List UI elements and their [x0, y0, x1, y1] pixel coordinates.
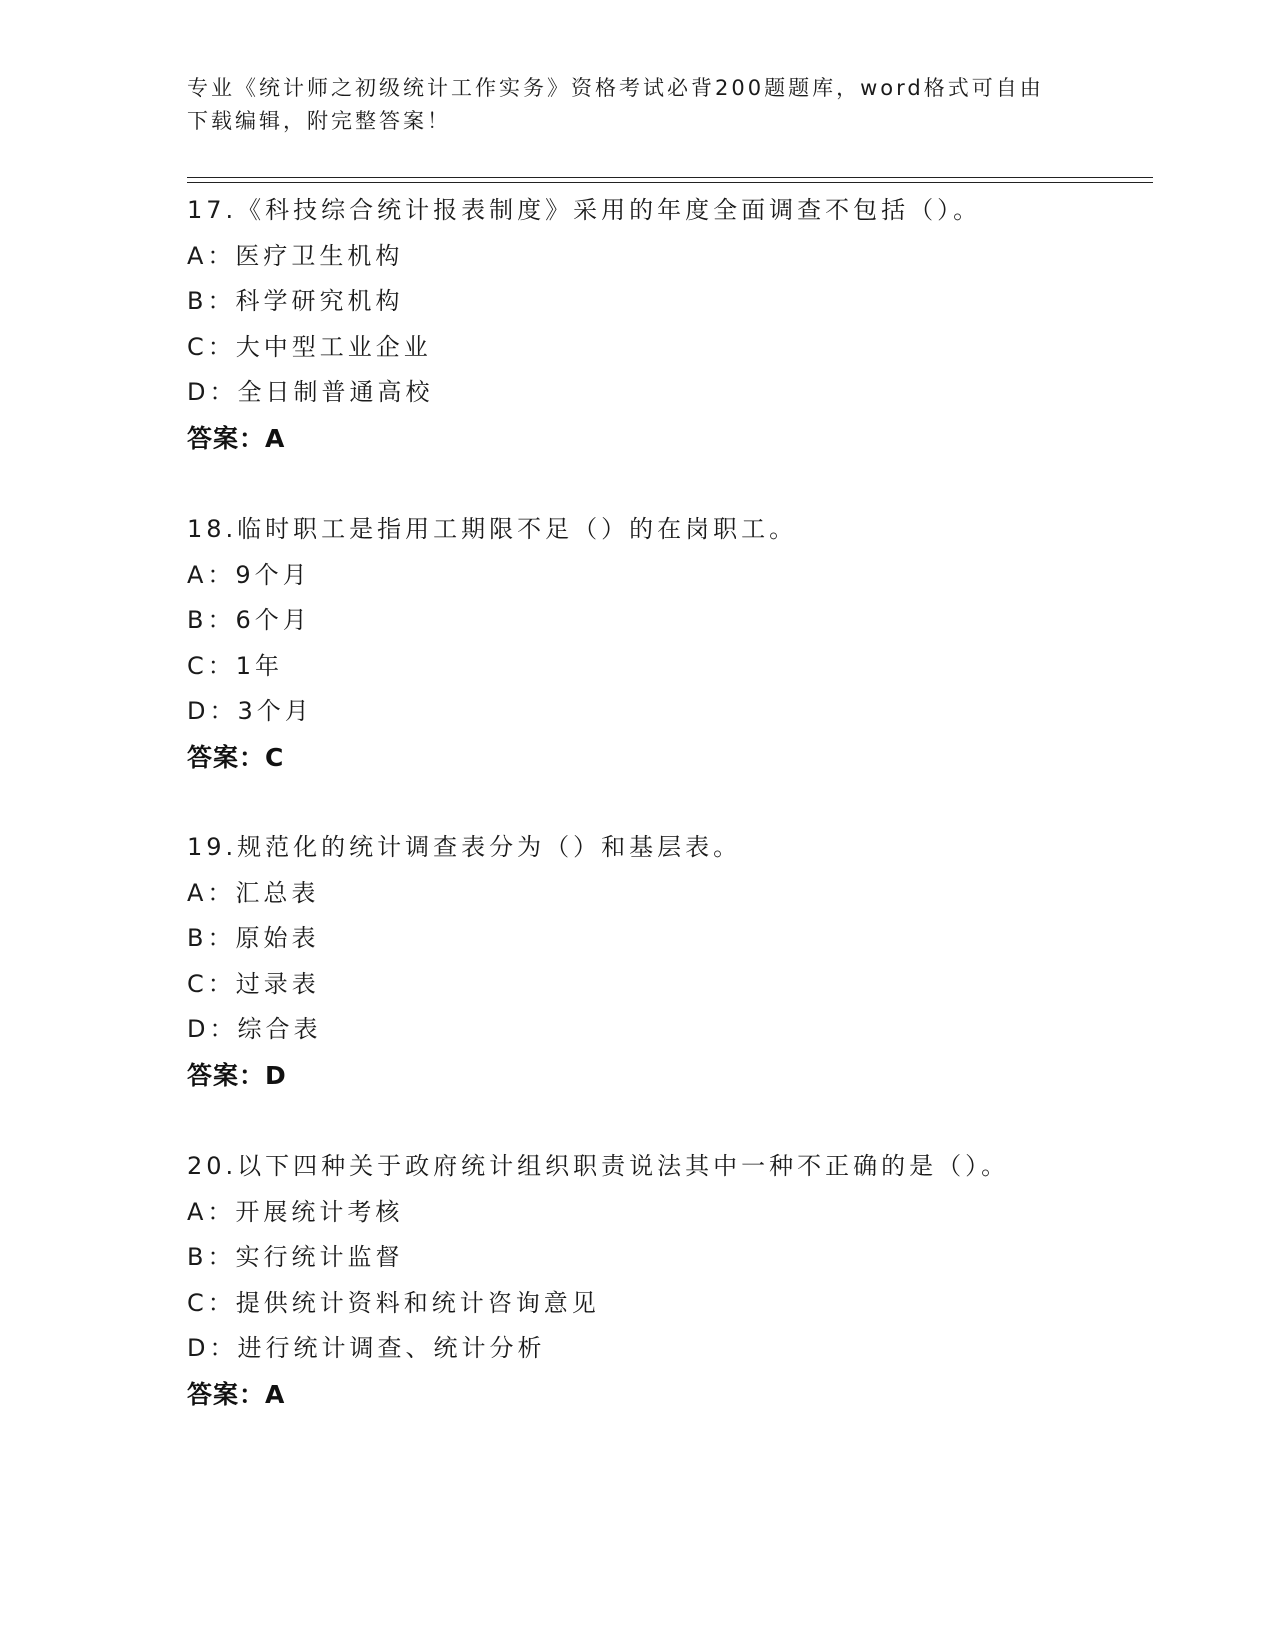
option-d: D：全日制普通高校: [187, 378, 434, 406]
option-c: C：过录表: [187, 969, 320, 998]
option-a: A：汇总表: [187, 878, 320, 907]
option-c: C：大中型工业企业: [187, 332, 432, 361]
option-d: D：3个月: [187, 697, 313, 725]
option-b: B：实行统计监督: [187, 1243, 404, 1271]
question-stem: 20.以下四种关于政府统计组织职责说法其中一种不正确的是（）。: [187, 1152, 1010, 1180]
option-b: B：6个月: [187, 606, 311, 634]
header-line-1: 专业《统计师之初级统计工作实务》资格考试必背200题题库，word格式可自由: [187, 76, 1044, 100]
question-stem: 17.《科技综合统计报表制度》采用的年度全面调查不包括（）。: [187, 196, 982, 224]
option-d: D：综合表: [187, 1015, 322, 1043]
question-stem: 18.临时职工是指用工期限不足（）的在岗职工。: [187, 515, 798, 543]
header-divider: [187, 177, 1153, 178]
document-header: [187, 72, 1067, 138]
question-block: [187, 1144, 1187, 1417]
option-d: D：进行统计调查、统计分析: [187, 1334, 546, 1362]
answer-line: 答案：C: [187, 742, 285, 772]
answer-line: 答案：A: [187, 423, 286, 453]
question-block: [187, 507, 1187, 780]
question-block: [187, 825, 1187, 1098]
option-a: A：9个月: [187, 560, 311, 589]
answer-line: 答案：D: [187, 1060, 287, 1090]
option-b: B：科学研究机构: [187, 287, 404, 315]
question-stem: 19.规范化的统计调查表分为（）和基层表。: [187, 833, 742, 861]
option-c: C：1年: [187, 651, 284, 680]
option-a: A：医疗卫生机构: [187, 241, 404, 270]
header-line-2: 下载编辑，附完整答案！: [187, 109, 451, 133]
header-divider: [187, 182, 1153, 183]
answer-line: 答案：A: [187, 1379, 286, 1409]
option-a: A：开展统计考核: [187, 1197, 404, 1226]
option-b: B：原始表: [187, 924, 320, 952]
question-block: [187, 188, 1187, 461]
option-c: C：提供统计资料和统计咨询意见: [187, 1288, 600, 1317]
